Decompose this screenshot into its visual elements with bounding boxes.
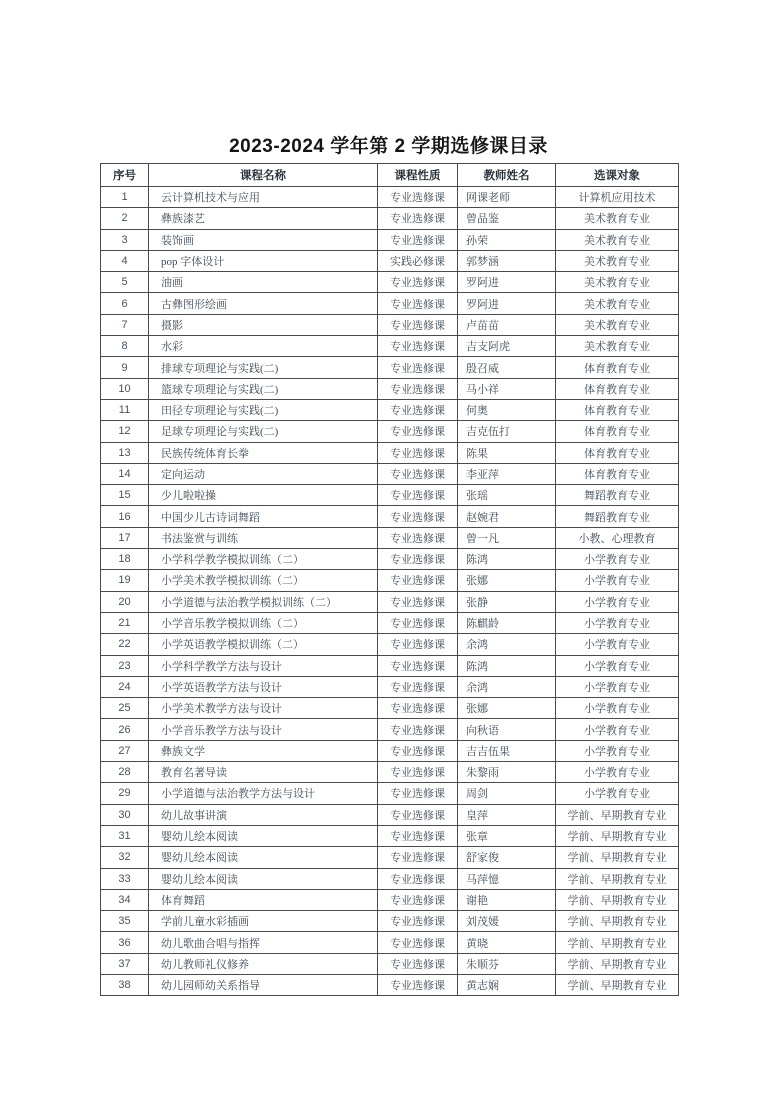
table-cell: 陈麒龄 xyxy=(458,612,556,633)
table-cell: 小学音乐教学方法与设计 xyxy=(149,719,378,740)
table-cell: 专业选修课 xyxy=(378,591,458,612)
table-cell: 专业选修课 xyxy=(378,804,458,825)
table-row xyxy=(101,698,679,719)
table-cell: 15 xyxy=(101,485,149,506)
table-cell: 学前、早期教育专业 xyxy=(556,825,679,846)
table-cell: 刘茂媛 xyxy=(458,911,556,932)
table-cell: 20 xyxy=(101,591,149,612)
table-cell: 舞蹈教育专业 xyxy=(556,506,679,527)
table-cell: 专业选修课 xyxy=(378,655,458,676)
table-cell: 小学科学教学模拟训练（二） xyxy=(149,549,378,570)
table-cell: 学前、早期教育专业 xyxy=(556,911,679,932)
table-cell: 专业选修课 xyxy=(378,719,458,740)
table-cell: 李亚萍 xyxy=(458,463,556,484)
table-row xyxy=(101,250,679,271)
table-cell: 郭梦涵 xyxy=(458,250,556,271)
table-cell: 足球专项理论与实践(二) xyxy=(149,421,378,442)
table-cell: 专业选修课 xyxy=(378,612,458,633)
table-cell: 美术教育专业 xyxy=(556,336,679,357)
table-cell: 2 xyxy=(101,208,149,229)
table-cell: 罗阿进 xyxy=(458,293,556,314)
table-cell: 专业选修课 xyxy=(378,399,458,420)
table-cell: 田径专项理论与实践(二) xyxy=(149,399,378,420)
table-cell: 小学科学教学方法与设计 xyxy=(149,655,378,676)
table-cell: 3 xyxy=(101,229,149,250)
table-cell: 专业选修课 xyxy=(378,421,458,442)
table-cell: 美术教育专业 xyxy=(556,250,679,271)
table-cell: 民族传统体育长拳 xyxy=(149,442,378,463)
table-cell: 教育名著导读 xyxy=(149,762,378,783)
table-cell: 专业选修课 xyxy=(378,825,458,846)
table-cell: 小学教育专业 xyxy=(556,719,679,740)
table-cell: 实践必修课 xyxy=(378,250,458,271)
table-row xyxy=(101,378,679,399)
table-row xyxy=(101,868,679,889)
table-cell: 朱黎雨 xyxy=(458,762,556,783)
table-row xyxy=(101,549,679,570)
table-row xyxy=(101,272,679,293)
table-cell: 学前、早期教育专业 xyxy=(556,889,679,910)
table-cell: 小学美术教学模拟训练（二） xyxy=(149,570,378,591)
table-cell: 专业选修课 xyxy=(378,208,458,229)
table-row xyxy=(101,719,679,740)
table-cell: 学前、早期教育专业 xyxy=(556,932,679,953)
table-cell: 小学美术教学方法与设计 xyxy=(149,698,378,719)
table-cell: 38 xyxy=(101,974,149,995)
table-cell: 曾品鉴 xyxy=(458,208,556,229)
table-row xyxy=(101,740,679,761)
table-cell: 赵婉君 xyxy=(458,506,556,527)
table-cell: 学前、早期教育专业 xyxy=(556,953,679,974)
table-cell: 彝族文学 xyxy=(149,740,378,761)
table-cell: 水彩 xyxy=(149,336,378,357)
table-cell: 张娜 xyxy=(458,698,556,719)
table-row xyxy=(101,783,679,804)
table-cell: 1 xyxy=(101,187,149,208)
table-cell: 体育教育专业 xyxy=(556,442,679,463)
table-cell: 朱顺芬 xyxy=(458,953,556,974)
table-cell: 学前、早期教育专业 xyxy=(556,974,679,995)
table-cell: 少儿啦啦操 xyxy=(149,485,378,506)
table-cell: 专业选修课 xyxy=(378,378,458,399)
table-cell: 书法鉴赏与训练 xyxy=(149,527,378,548)
table-cell: 张娜 xyxy=(458,570,556,591)
table-cell: 小学教育专业 xyxy=(556,634,679,655)
table-cell: 专业选修课 xyxy=(378,293,458,314)
table-cell: 16 xyxy=(101,506,149,527)
table-row xyxy=(101,889,679,910)
table-cell: 小学教育专业 xyxy=(556,549,679,570)
table-cell: 中国少儿古诗词舞蹈 xyxy=(149,506,378,527)
table-cell: 小学道德与法治教学方法与设计 xyxy=(149,783,378,804)
table-cell: 卢苗苗 xyxy=(458,314,556,335)
table-cell: 装饰画 xyxy=(149,229,378,250)
table-cell: 学前、早期教育专业 xyxy=(556,804,679,825)
table-cell: 30 xyxy=(101,804,149,825)
table-cell: 专业选修课 xyxy=(378,783,458,804)
table-cell: 专业选修课 xyxy=(378,953,458,974)
table-row xyxy=(101,463,679,484)
table-row xyxy=(101,655,679,676)
table-row xyxy=(101,357,679,378)
table-cell: 余鸿 xyxy=(458,676,556,697)
table-cell: 专业选修课 xyxy=(378,847,458,868)
table-cell: 31 xyxy=(101,825,149,846)
table-cell: 美术教育专业 xyxy=(556,272,679,293)
table-cell: 专业选修课 xyxy=(378,229,458,250)
table-cell: 何奥 xyxy=(458,399,556,420)
table-cell: 11 xyxy=(101,399,149,420)
table-cell: 5 xyxy=(101,272,149,293)
table-cell: 体育教育专业 xyxy=(556,357,679,378)
table-cell: 孙荣 xyxy=(458,229,556,250)
page-title: 2023-2024 学年第 2 学期选修课目录 xyxy=(229,136,548,157)
table-cell: 4 xyxy=(101,250,149,271)
table-cell: 22 xyxy=(101,634,149,655)
table-cell: 古彝图形绘画 xyxy=(149,293,378,314)
table-cell: 专业选修课 xyxy=(378,357,458,378)
table-cell: 学前、早期教育专业 xyxy=(556,847,679,868)
table-row xyxy=(101,676,679,697)
table-row xyxy=(101,229,679,250)
table-cell: 6 xyxy=(101,293,149,314)
table-row xyxy=(101,293,679,314)
table-row xyxy=(101,953,679,974)
table-cell: 小学教育专业 xyxy=(556,762,679,783)
table-row xyxy=(101,847,679,868)
table-cell: 黄晓 xyxy=(458,932,556,953)
table-cell: 幼儿教师礼仪修养 xyxy=(149,953,378,974)
table-row xyxy=(101,591,679,612)
table-cell: 小学英语教学方法与设计 xyxy=(149,676,378,697)
table-cell: 彝族漆艺 xyxy=(149,208,378,229)
table-row xyxy=(101,208,679,229)
table-cell: 17 xyxy=(101,527,149,548)
table-row xyxy=(101,527,679,548)
table-cell: 专业选修课 xyxy=(378,740,458,761)
table-cell: 周剑 xyxy=(458,783,556,804)
table-cell: 计算机应用技术 xyxy=(556,187,679,208)
column-header: 课程名称 xyxy=(149,164,378,187)
table-cell: 殷召威 xyxy=(458,357,556,378)
table-cell: 张静 xyxy=(458,591,556,612)
table-cell: 12 xyxy=(101,421,149,442)
table-cell: 油画 xyxy=(149,272,378,293)
table-header-row xyxy=(101,164,679,187)
table-cell: 24 xyxy=(101,676,149,697)
table-cell: 曾一凡 xyxy=(458,527,556,548)
table-cell: 美术教育专业 xyxy=(556,314,679,335)
table-cell: 幼儿歌曲合唱与指挥 xyxy=(149,932,378,953)
column-header: 课程性质 xyxy=(378,164,458,187)
table-cell: 10 xyxy=(101,378,149,399)
table-header xyxy=(101,164,679,187)
table-cell: 36 xyxy=(101,932,149,953)
table-cell: 27 xyxy=(101,740,149,761)
table-cell: 小学教育专业 xyxy=(556,655,679,676)
table-cell: 排球专项理论与实践(二) xyxy=(149,357,378,378)
table-cell: 摄影 xyxy=(149,314,378,335)
table-cell: 35 xyxy=(101,911,149,932)
table-cell: 幼儿园师幼关系指导 xyxy=(149,974,378,995)
table-cell: pop 字体设计 xyxy=(149,250,378,271)
table-cell: 婴幼儿绘本阅读 xyxy=(149,847,378,868)
table-cell: 云计算机技术与应用 xyxy=(149,187,378,208)
table-cell: 专业选修课 xyxy=(378,974,458,995)
table-cell: 体育教育专业 xyxy=(556,378,679,399)
table-row xyxy=(101,187,679,208)
table-cell: 体育教育专业 xyxy=(556,463,679,484)
table-cell: 罗阿进 xyxy=(458,272,556,293)
table-cell: 专业选修课 xyxy=(378,336,458,357)
table-cell: 舞蹈教育专业 xyxy=(556,485,679,506)
table-cell: 专业选修课 xyxy=(378,549,458,570)
table-row xyxy=(101,399,679,420)
table-row xyxy=(101,634,679,655)
table-cell: 专业选修课 xyxy=(378,314,458,335)
table-cell: 专业选修课 xyxy=(378,570,458,591)
table-cell: 皇萍 xyxy=(458,804,556,825)
column-header: 教师姓名 xyxy=(458,164,556,187)
table-cell: 小学教育专业 xyxy=(556,570,679,591)
table-cell: 29 xyxy=(101,783,149,804)
table-cell: 学前、早期教育专业 xyxy=(556,868,679,889)
table-cell: 陈鸿 xyxy=(458,549,556,570)
table-cell: 小学道德与法治教学模拟训练（二） xyxy=(149,591,378,612)
table-row xyxy=(101,825,679,846)
table-body xyxy=(101,187,679,996)
table-cell: 专业选修课 xyxy=(378,868,458,889)
table-cell: 37 xyxy=(101,953,149,974)
table-cell: 小学教育专业 xyxy=(556,591,679,612)
table-cell: 小学教育专业 xyxy=(556,698,679,719)
table-cell: 马小祥 xyxy=(458,378,556,399)
table-cell: 专业选修课 xyxy=(378,272,458,293)
table-cell: 19 xyxy=(101,570,149,591)
table-cell: 专业选修课 xyxy=(378,762,458,783)
table-cell: 陈果 xyxy=(458,442,556,463)
table-cell: 专业选修课 xyxy=(378,442,458,463)
table-cell: 专业选修课 xyxy=(378,527,458,548)
table-cell: 7 xyxy=(101,314,149,335)
table-cell: 32 xyxy=(101,847,149,868)
table-cell: 小学教育专业 xyxy=(556,783,679,804)
table-row xyxy=(101,485,679,506)
table-cell: 小学音乐教学模拟训练（二） xyxy=(149,612,378,633)
table-cell: 美术教育专业 xyxy=(556,208,679,229)
table-cell: 学前儿童水彩插画 xyxy=(149,911,378,932)
table-cell: 张瑶 xyxy=(458,485,556,506)
table-cell: 专业选修课 xyxy=(378,698,458,719)
table-cell: 小教、心理教育 xyxy=(556,527,679,548)
table-cell: 13 xyxy=(101,442,149,463)
table-cell: 张章 xyxy=(458,825,556,846)
table-cell: 小学英语教学模拟训练（二） xyxy=(149,634,378,655)
table-cell: 专业选修课 xyxy=(378,932,458,953)
table-cell: 余鸿 xyxy=(458,634,556,655)
table-cell: 定向运动 xyxy=(149,463,378,484)
table-cell: 专业选修课 xyxy=(378,463,458,484)
table-row xyxy=(101,911,679,932)
table-row xyxy=(101,612,679,633)
table-cell: 黄志娴 xyxy=(458,974,556,995)
table-cell: 吉吉伍果 xyxy=(458,740,556,761)
table-cell: 专业选修课 xyxy=(378,187,458,208)
table-cell: 网课老师 xyxy=(458,187,556,208)
table-cell: 18 xyxy=(101,549,149,570)
table-row xyxy=(101,314,679,335)
table-cell: 吉克伍打 xyxy=(458,421,556,442)
table-cell: 体育舞蹈 xyxy=(149,889,378,910)
table-cell: 专业选修课 xyxy=(378,506,458,527)
course-catalog-table xyxy=(100,163,679,996)
table-cell: 专业选修课 xyxy=(378,634,458,655)
table-cell: 美术教育专业 xyxy=(556,293,679,314)
table-cell: 小学教育专业 xyxy=(556,740,679,761)
table-row xyxy=(101,336,679,357)
table-row xyxy=(101,570,679,591)
table-cell: 体育教育专业 xyxy=(556,421,679,442)
column-header: 序号 xyxy=(101,164,149,187)
table-row xyxy=(101,762,679,783)
table-cell: 34 xyxy=(101,889,149,910)
table-cell: 专业选修课 xyxy=(378,889,458,910)
table-row xyxy=(101,442,679,463)
table-cell: 专业选修课 xyxy=(378,676,458,697)
table-cell: 小学教育专业 xyxy=(556,676,679,697)
table-row xyxy=(101,932,679,953)
table-cell: 23 xyxy=(101,655,149,676)
table-cell: 33 xyxy=(101,868,149,889)
table-row xyxy=(101,974,679,995)
table-cell: 幼儿故事讲演 xyxy=(149,804,378,825)
table-cell: 马萍憶 xyxy=(458,868,556,889)
table-cell: 26 xyxy=(101,719,149,740)
table-row xyxy=(101,506,679,527)
table-cell: 专业选修课 xyxy=(378,911,458,932)
table-row xyxy=(101,421,679,442)
table-cell: 28 xyxy=(101,762,149,783)
table-cell: 25 xyxy=(101,698,149,719)
table-cell: 9 xyxy=(101,357,149,378)
column-header: 选课对象 xyxy=(556,164,679,187)
table-cell: 美术教育专业 xyxy=(556,229,679,250)
table-cell: 8 xyxy=(101,336,149,357)
table-cell: 舒家俊 xyxy=(458,847,556,868)
table-cell: 陈鸿 xyxy=(458,655,556,676)
table-cell: 小学教育专业 xyxy=(556,612,679,633)
table-cell: 婴幼儿绘本阅读 xyxy=(149,868,378,889)
table-cell: 专业选修课 xyxy=(378,485,458,506)
table-cell: 14 xyxy=(101,463,149,484)
table-row xyxy=(101,804,679,825)
table-cell: 谢艳 xyxy=(458,889,556,910)
table-cell: 吉支阿虎 xyxy=(458,336,556,357)
table-cell: 21 xyxy=(101,612,149,633)
table-cell: 向秋语 xyxy=(458,719,556,740)
table-cell: 婴幼儿绘本阅读 xyxy=(149,825,378,846)
table-cell: 体育教育专业 xyxy=(556,399,679,420)
table-cell: 篮球专项理论与实践(二) xyxy=(149,378,378,399)
